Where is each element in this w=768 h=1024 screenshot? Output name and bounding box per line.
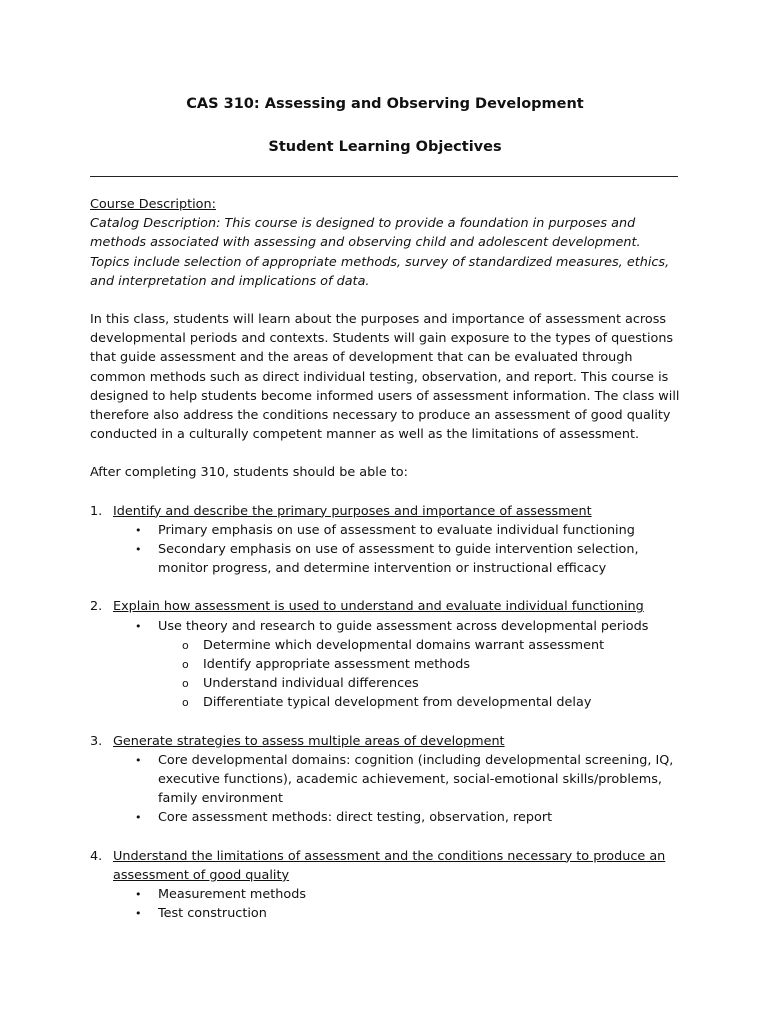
bullet-text: Primary emphasis on use of assessment to evaluate individual functioning — [158, 522, 635, 538]
objective-number: 1. — [90, 503, 103, 519]
objective-title: Generate strategies to assess multiple areas of development — [113, 733, 505, 749]
course-description-heading-colon: : — [211, 197, 216, 212]
bullet-icon: • — [135, 811, 142, 825]
objective-item — [90, 502, 680, 579]
bullet-text: Core assessment methods: direct testing, observation, report — [158, 810, 553, 826]
course-description-heading-text: Course Description — [90, 197, 212, 212]
bullet-item — [135, 808, 680, 827]
bullet-icon: • — [135, 619, 142, 633]
objective-bullets — [113, 751, 680, 828]
sub-bullet-icon: o — [182, 696, 189, 710]
sub-bullet-item — [182, 636, 680, 655]
bullet-text: Measurement methods — [158, 887, 307, 903]
objective-number: 4. — [90, 848, 103, 864]
sub-bullet-icon: o — [182, 638, 189, 652]
objective-bullets — [113, 885, 680, 923]
bullet-item — [135, 885, 680, 904]
bullet-item — [135, 904, 680, 923]
objective-title: Identify and describe the primary purposes and importance of assessment — [113, 503, 592, 519]
course-overview: In this class, students will learn about the purposes and importance of assessment across developmental periods and contexts. Students will gain exposure to the types of questions that guide assessment and the areas of development that can be evaluated through common methods such as direct individual testing, observation, and report. This course is designed to help students become informed users of assessment information. The class will therefore also address the conditions necessary to produce an assessment of good quality conducted in a culturally competent manner as well as the limitations of assessment. — [90, 312, 680, 443]
sub-bullets — [158, 636, 680, 713]
bullet-text: Secondary emphasis on use of assessment to guide intervention selection, monitor progress, and determine intervention or instructional efficacy — [158, 542, 639, 577]
sub-bullet-icon: o — [182, 677, 189, 691]
document-subtitle: Student Learning Objectives — [268, 139, 502, 155]
objective-item — [90, 847, 680, 924]
objective-number: 3. — [90, 733, 103, 749]
objectives-list — [90, 502, 680, 924]
bullet-item — [135, 751, 680, 809]
objective-item — [90, 597, 680, 712]
objective-number: 2. — [90, 599, 103, 615]
objective-title: Understand the limitations of assessment and the conditions necessary to produce an assessment of good quality — [113, 848, 666, 883]
bullet-item — [135, 540, 680, 578]
bullet-item — [135, 521, 680, 540]
bullet-text: Core developmental domains: cognition (including developmental screening, IQ, executive functions), academic achievement, social-emotional skills/problems, family environment — [158, 752, 674, 807]
bullet-item — [135, 617, 680, 713]
bullet-icon: • — [135, 523, 142, 537]
objective-bullets — [113, 617, 680, 713]
sub-bullet-item — [182, 674, 680, 693]
document-title: CAS 310: Assessing and Observing Development — [186, 96, 584, 112]
bullet-icon: • — [135, 753, 142, 767]
bullet-text: Use theory and research to guide assessment across developmental periods — [158, 618, 649, 634]
sub-bullet-text: Understand individual differences — [203, 676, 419, 692]
sub-bullet-text: Identify appropriate assessment methods — [203, 657, 471, 673]
sub-bullet-text: Differentiate typical development from developmental delay — [203, 695, 592, 711]
objective-item — [90, 732, 680, 828]
sub-bullet-icon: o — [182, 658, 189, 672]
objective-title: Explain how assessment is used to understand and evaluate individual functioning — [113, 599, 644, 615]
catalog-description: Catalog Description: This course is designed to provide a foundation in purposes and methods associated with assessing and observing child and adolescent development. Topics include selection of appropriate methods, survey of standardized measures, ethics, and interpretation and implications of data. — [90, 216, 670, 289]
sub-bullet-item — [182, 693, 680, 712]
sub-bullet-text: Determine which developmental domains warrant assessment — [203, 637, 605, 653]
course-description-heading — [90, 195, 680, 214]
objective-bullets — [113, 521, 680, 579]
bullet-icon: • — [135, 543, 142, 557]
bullet-icon: • — [135, 907, 142, 921]
bullet-icon: • — [135, 888, 142, 902]
sub-bullet-item — [182, 655, 680, 674]
document-content — [90, 94, 680, 924]
title-divider — [90, 176, 678, 177]
objectives-intro: After completing 310, students should be able to: — [90, 465, 408, 481]
bullet-text: Test construction — [158, 906, 267, 922]
